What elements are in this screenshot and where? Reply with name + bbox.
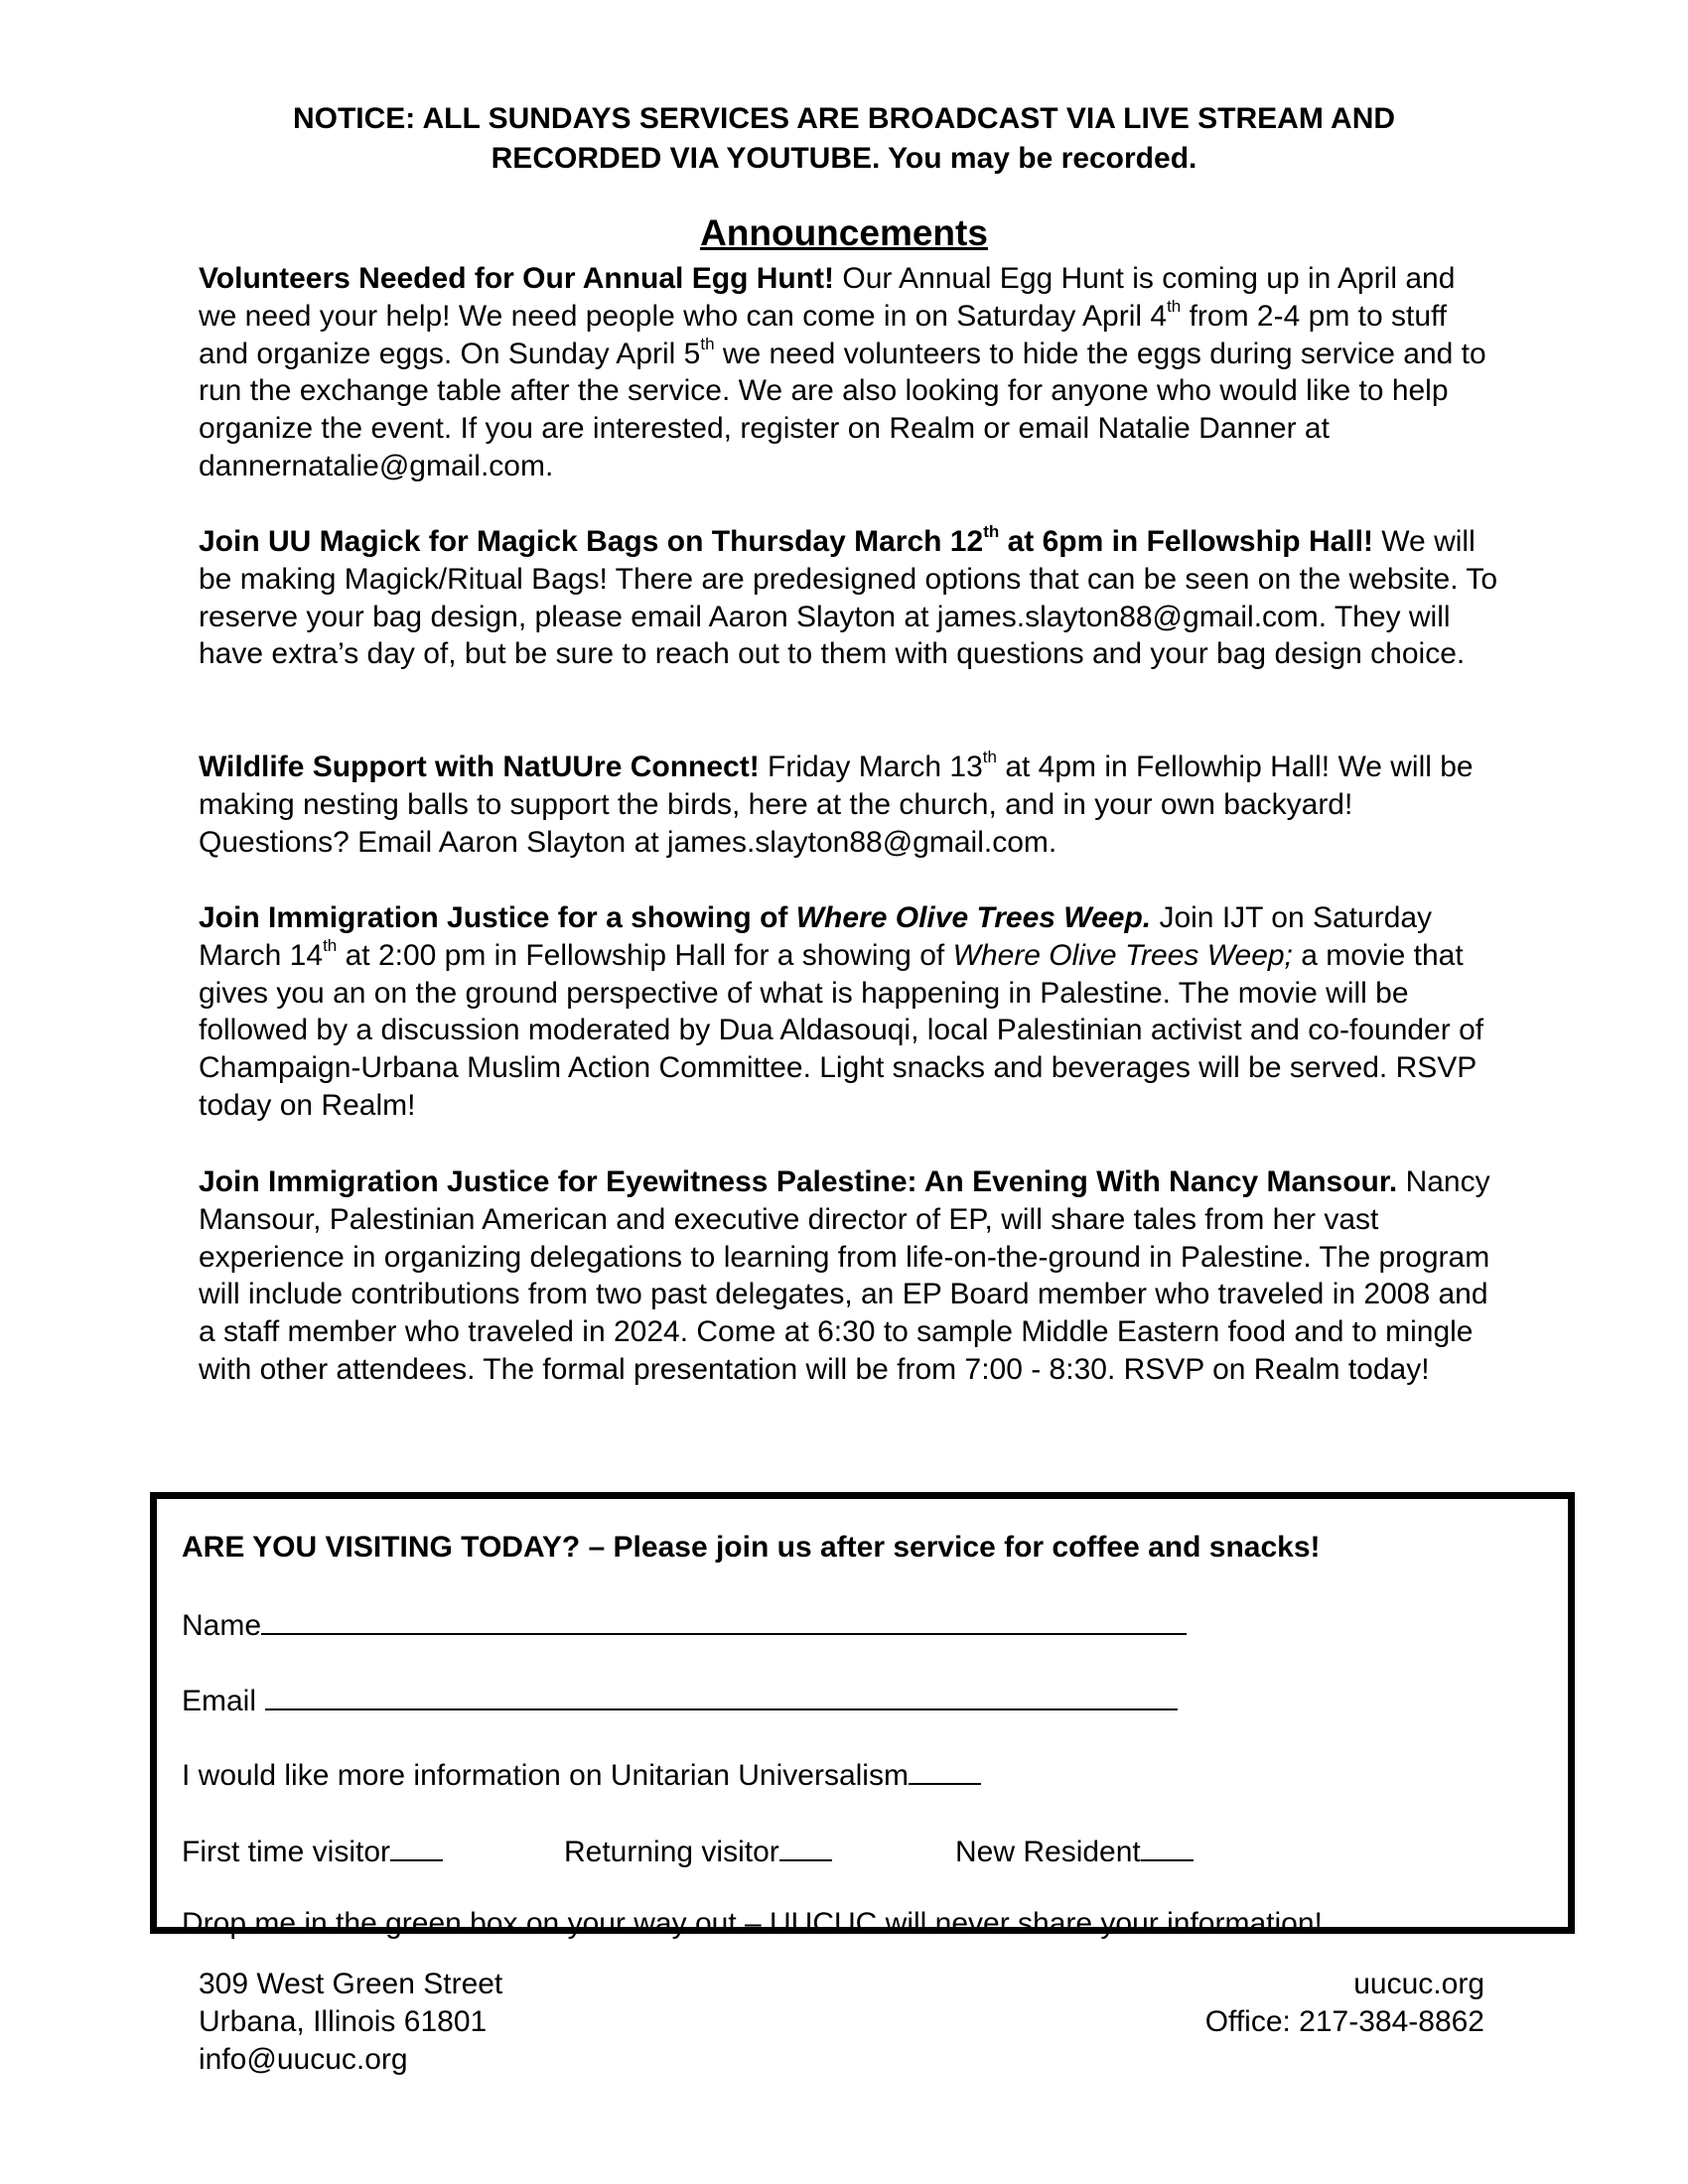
olive-trees-sup-1: th [323,935,338,955]
footer-phone: Office: 217-384-8862 [1204,2005,1484,2038]
olive-trees-title-film: Where Olive Trees Weep. [795,901,1152,934]
email-field[interactable] [265,1679,1178,1710]
notice-line-2: RECORDED VIA YOUTUBE. You may be recorded. [491,142,1197,175]
footer-email: info@uucuc.org [199,2043,408,2076]
wildlife-text-2: at 4pm in Fellowhip Hall! We will be making nesting balls to support the birds, here at the church, and in your own backyard! Questions? Email Aaron Slayton at james.slayton88@gmail.com. [199,751,1474,859]
olive-trees-text-3: a movie that gives you an on the ground perspective of what is happening in Palestine. The movie will be followed by a discussion moderated by Dua Aldasouqi, local Palestinian activist and co-founder of Champaign-Urbana Muslim Action Committee. Light snacks and beverages will be served. RSVP today on Realm! [199,938,1484,1122]
olive-trees-title-a: Join Immigration Justice for a showing of [199,901,796,934]
notice-banner [159,99,1529,179]
first-time-visitor-blank[interactable] [390,1830,443,1861]
new-resident-blank[interactable] [1141,1830,1194,1861]
egg-hunt-sup-2: th [700,334,715,353]
returning-visitor-label: Returning visitor [564,1836,779,1868]
egg-hunt-text-2: from 2-4 pm to stuff and organize eggs. On Sunday April 5 [199,299,1448,370]
magick-text: We will be making Magick/Ritual Bags! There are predesigned options that can be seen on the website. To reserve your bag design, please email Aaron Slayton at james.slayton88@gmail.com. They will have extra’s day of, but be sure to reach out to them with questions and your bag design choice. [199,525,1498,671]
egg-hunt-text-1: Our Annual Egg Hunt is coming up in April and we need your help! We need people who can come in on Saturday April 4 [199,262,1456,333]
visitor-card-title: ARE YOU VISITING TODAY? – Please join us after service for coffee and snacks! [182,1531,1321,1564]
name-row [182,1603,1187,1646]
email-row [182,1679,1178,1721]
egg-hunt-sup-1: th [1167,296,1182,316]
address-line-2: Urbana, Illinois 61801 [199,2005,488,2038]
wildlife-text-1: Friday March 13 [759,751,983,783]
eyewitness-title: Join Immigration Justice for Eyewitness Palestine: An Evening With Nancy Mansour. [199,1165,1398,1198]
visitor-card [150,1492,1575,1940]
announcement-olive-trees [199,899,1499,1125]
more-info-row [182,1753,981,1796]
olive-trees-text-2: at 2:00 pm in Fellowship Hall for a showing of [337,938,953,972]
new-resident-label: New Resident [955,1836,1141,1868]
magick-title-a: Join UU Magick for Magick Bags on Thursday March 12 [199,525,984,558]
egg-hunt-text-3: we need volunteers to hide the eggs during service and to run the exchange table after the service. We are also looking for anyone who would like to help organize the event. If you are interested, register on Realm or email Natalie Danner at dannernatalie@gmail.com. [199,337,1486,482]
address-line-1: 309 West Green Street [199,1968,503,2000]
footer-address [199,1966,502,2079]
name-field[interactable] [261,1603,1187,1635]
olive-trees-title [199,901,1151,934]
more-info-label: I would like more information on Unitarian Universalism [182,1759,909,1792]
announcement-eyewitness [199,1163,1499,1389]
notice-line-1: NOTICE: ALL SUNDAYS SERVICES ARE BROADCAST VIA LIVE STREAM AND [292,102,1396,135]
magick-title-sup: th [983,522,1000,541]
footer-website: uucuc.org [1353,1968,1484,2000]
new-resident-option [955,1830,1194,1872]
olive-trees-text-1: Join IJT on Saturday March 14 [199,901,1433,972]
announcement-wildlife [199,749,1499,861]
wildlife-sup-1: th [982,748,997,766]
magick-title-b: at 6pm in Fellowship Hall! [999,525,1373,558]
name-label: Name [182,1609,262,1642]
email-label: Email [182,1685,257,1717]
announcement-magick-bags [199,523,1499,673]
more-info-blank[interactable] [909,1753,981,1785]
olive-trees-film: Where Olive Trees Weep; [952,938,1293,972]
returning-visitor-option [564,1830,832,1872]
wildlife-title: Wildlife Support with NatUUre Connect! [199,751,760,783]
announcement-egg-hunt [199,260,1499,485]
first-time-visitor-label: First time visitor [182,1836,390,1868]
egg-hunt-title: Volunteers Needed for Our Annual Egg Hunt! [199,262,835,295]
announcements-heading: Announcements [700,212,988,253]
eyewitness-text: Nancy Mansour, Palestinian American and executive director of EP, will share tales from her vast experience in organizing delegations to learning from life-on-the-ground in Palestine. The program will include contributions from two past delegates, an EP Board member who traveled in 2008 and a staff member who traveled in 2024. Come at 6:30 to sample Middle Eastern food and to mingle with other attendees. The formal presentation will be from 7:00 - 8:30. RSVP on Realm today! [199,1165,1490,1386]
magick-title [199,522,1373,558]
footer-contact [1092,1966,1484,2041]
drop-box-note: Drop me in the green box on your way out – UUCUC will never share your information! [182,1907,1323,1940]
first-time-visitor-option [182,1830,443,1872]
returning-visitor-blank[interactable] [779,1830,832,1861]
